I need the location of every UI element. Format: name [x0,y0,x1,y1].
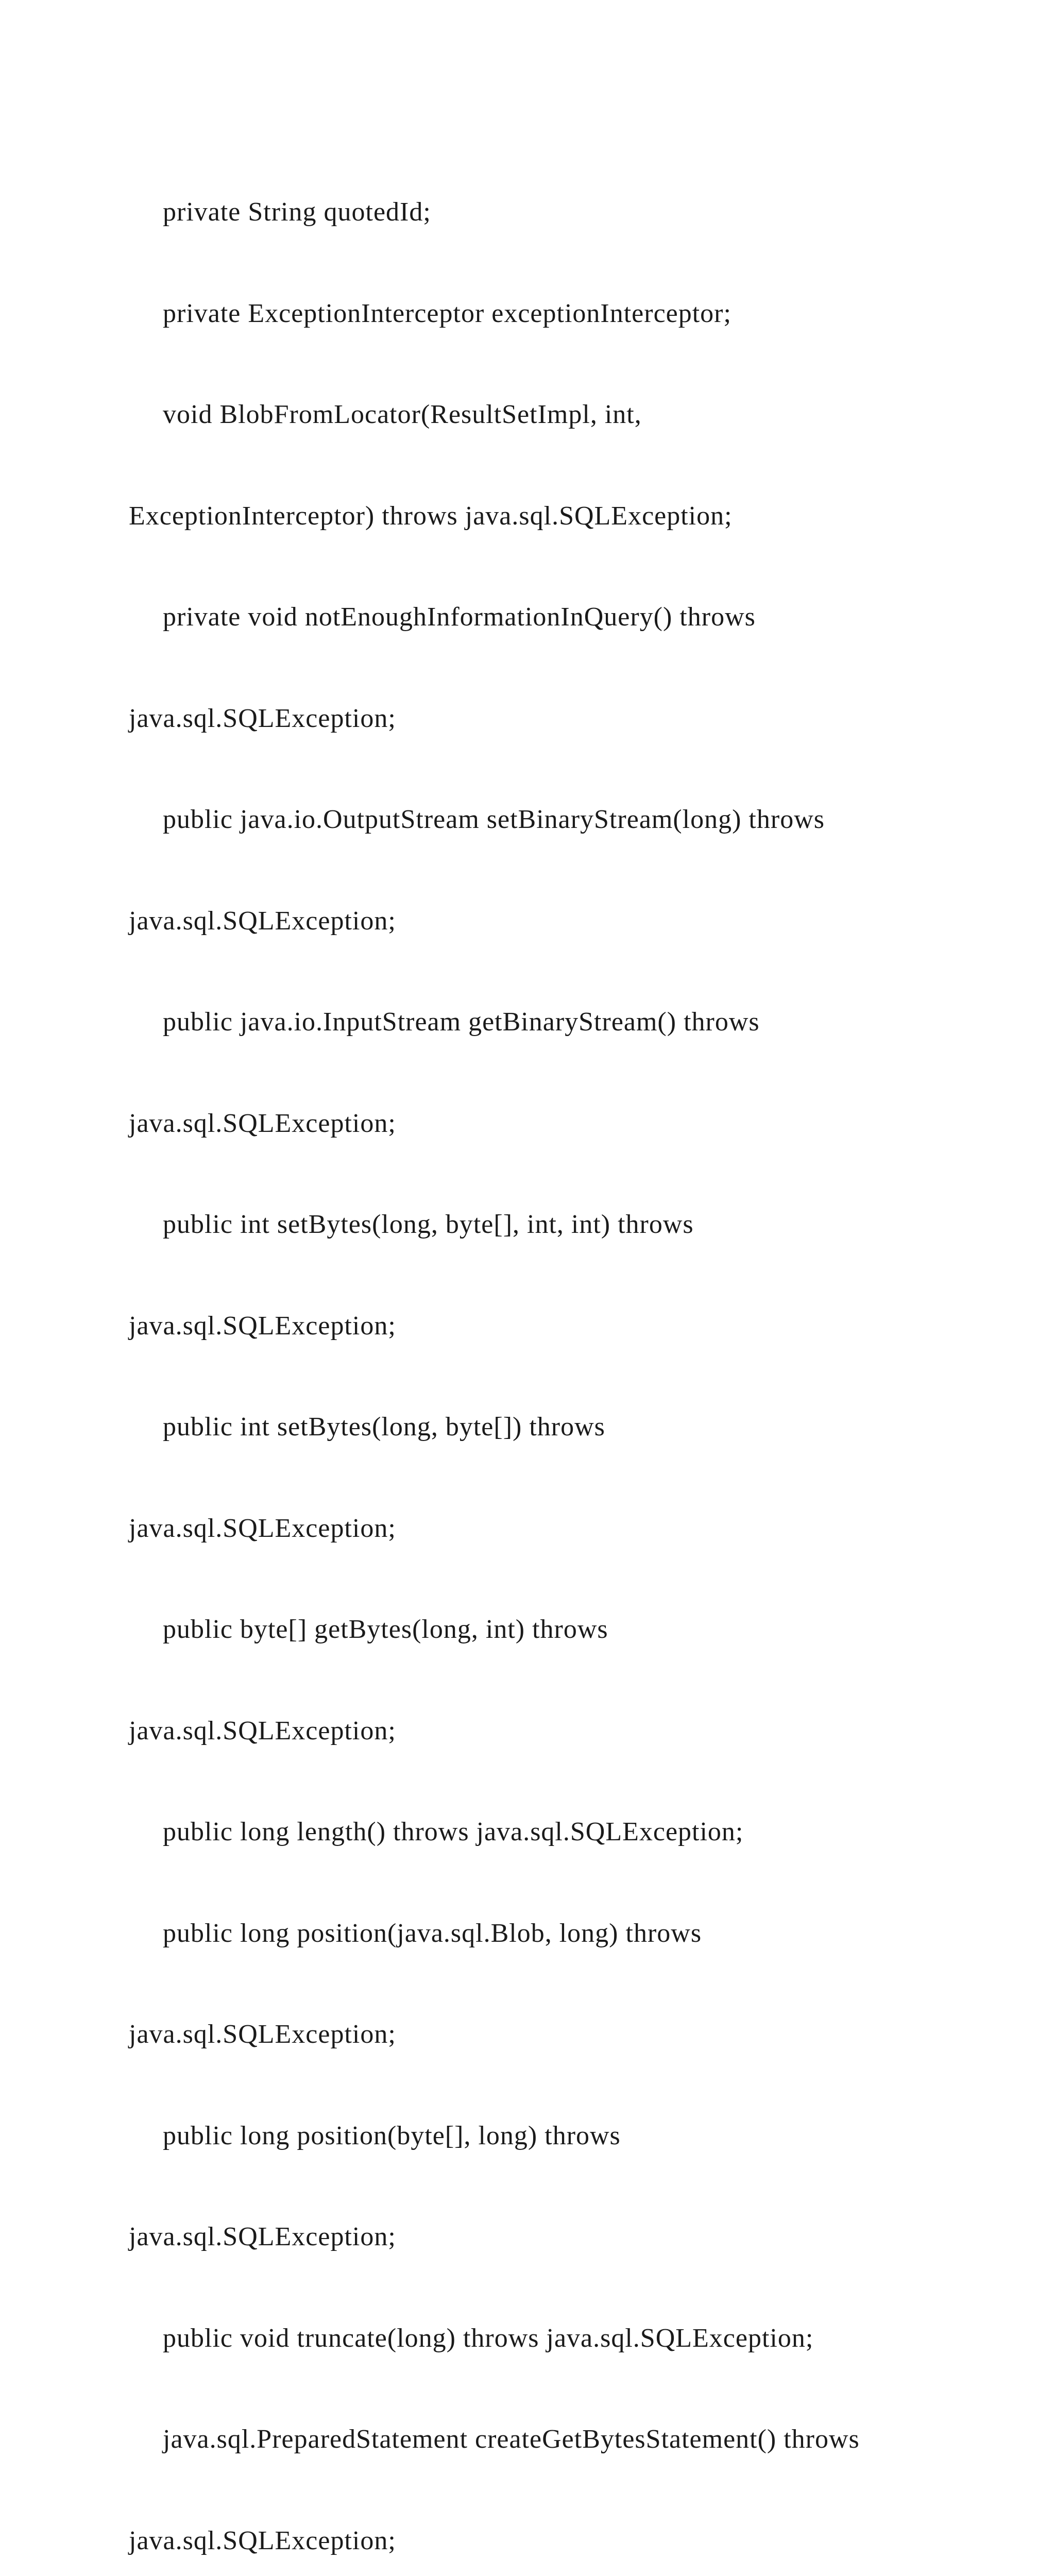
code-line: public long position(byte[], long) throws [163,2121,621,2150]
code-line: public void truncate(long) throws java.sql.SQLException; [163,2323,814,2353]
code-line: public java.io.InputStream getBinaryStream() throws [163,1007,760,1037]
code-line-continuation: java.sql.SQLException; [129,2222,396,2251]
code-line: void BlobFromLocator(ResultSetImpl, int, [163,400,642,429]
code-line: java.sql.PreparedStatement createGetBytesStatement() throws [163,2425,860,2454]
code-listing [129,128,1005,2576]
code-line-continuation: ExceptionInterceptor) throws java.sql.SQLException; [129,501,733,531]
code-line: public int setBytes(long, byte[]) throws [163,1412,605,1442]
code-line-continuation: java.sql.SQLException; [129,1513,396,1543]
code-line-continuation: java.sql.SQLException; [129,906,396,936]
code-line-continuation: java.sql.SQLException; [129,1716,396,1745]
code-line: private void notEnoughInformationInQuery() throws [163,602,756,632]
code-line-continuation: java.sql.SQLException; [129,1108,396,1138]
code-line: public int setBytes(long, byte[], int, int) throws [163,1210,694,1239]
code-line: public long length() throws java.sql.SQLException; [163,1817,744,1846]
code-line: public byte[] getBytes(long, int) throws [163,1615,608,1644]
code-line: public long position(java.sql.Blob, long) throws [163,1918,702,1948]
code-line-continuation: java.sql.SQLException; [129,2020,396,2049]
code-line-continuation: java.sql.SQLException; [129,703,396,733]
code-line: private String quotedId; [163,197,431,227]
code-line: private ExceptionInterceptor exceptionInterceptor; [163,298,731,328]
code-line-continuation: java.sql.SQLException; [129,2526,396,2555]
code-line: public java.io.OutputStream setBinaryStream(long) throws [163,805,825,834]
code-line-continuation: java.sql.SQLException; [129,1311,396,1341]
